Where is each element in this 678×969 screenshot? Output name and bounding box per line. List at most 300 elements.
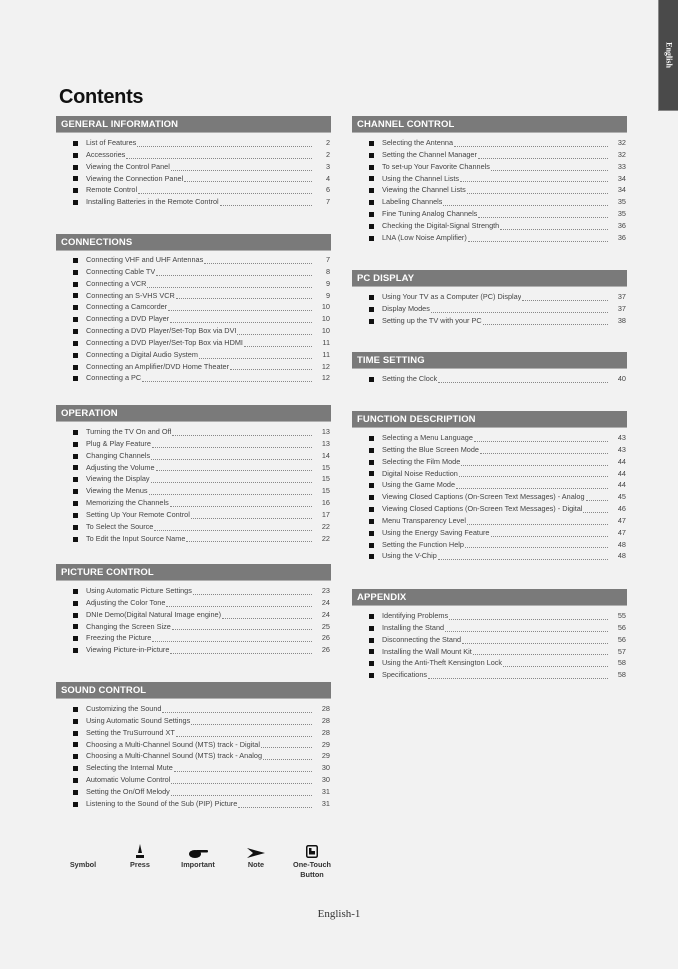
toc-list xyxy=(56,255,331,385)
square-bullet-icon xyxy=(73,365,78,370)
dot-leader xyxy=(166,606,312,607)
toc-entry[interactable] xyxy=(352,658,627,670)
square-bullet-icon xyxy=(73,282,78,287)
toc-entry-page: 15 xyxy=(321,486,330,496)
square-bullet-icon xyxy=(73,648,78,653)
square-bullet-icon xyxy=(73,176,78,181)
toc-entry[interactable] xyxy=(56,314,331,326)
section-connections xyxy=(56,234,331,385)
toc-entry-page: 15 xyxy=(321,474,330,484)
toc-entry-label: To set-up Your Favorite Channels xyxy=(382,161,490,171)
toc-entry-page: 2 xyxy=(325,149,330,159)
square-bullet-icon xyxy=(73,477,78,482)
dot-leader xyxy=(199,358,312,359)
toc-list xyxy=(56,138,331,209)
toc-entry[interactable] xyxy=(352,197,627,209)
section-function-description xyxy=(352,411,627,563)
toc-entry[interactable] xyxy=(352,457,627,469)
symbol-legend xyxy=(55,842,355,882)
dot-leader xyxy=(168,310,312,311)
one-touch-button-icon xyxy=(287,842,337,858)
toc-entry-page: 40 xyxy=(617,374,626,383)
toc-entry-page: 35 xyxy=(617,209,626,219)
toc-entry-label: Using the Energy Saving Feature xyxy=(382,527,490,537)
toc-entry-label: Checking the Digital-Signal Strength xyxy=(382,220,500,230)
toc-entry-page: 12 xyxy=(321,361,330,371)
dot-leader xyxy=(483,324,608,325)
toc-entry[interactable] xyxy=(352,316,627,328)
toc-entry-page: 10 xyxy=(321,314,330,324)
square-bullet-icon xyxy=(369,649,374,654)
section-header: FUNCTION DESCRIPTION xyxy=(352,411,627,428)
toc-entry-label: Setting the Clock xyxy=(382,374,438,383)
toc-entry[interactable] xyxy=(352,185,627,197)
toc-list xyxy=(56,427,331,545)
toc-entry-page: 7 xyxy=(325,255,330,264)
toc-entry-page: 29 xyxy=(321,739,330,749)
section-sound-control xyxy=(56,682,331,811)
toc-entry[interactable] xyxy=(352,374,627,386)
toc-entry-label: Adjusting the Color Tone xyxy=(86,597,166,607)
toc-entry-label: Digital Noise Reduction xyxy=(382,468,458,478)
toc-entry-page: 43 xyxy=(617,433,626,442)
toc-entry-label: Connecting a DVD Player/Set-Top Box via DVI xyxy=(86,326,237,336)
toc-entry[interactable] xyxy=(56,522,331,534)
square-bullet-icon xyxy=(369,307,374,312)
square-bullet-icon xyxy=(369,377,374,382)
dot-leader xyxy=(468,241,608,242)
toc-list xyxy=(352,611,627,682)
toc-entry-label: Using Automatic Picture Settings xyxy=(86,586,192,595)
square-bullet-icon xyxy=(369,626,374,631)
toc-entry-page: 11 xyxy=(322,349,330,359)
dot-leader xyxy=(462,643,608,644)
toc-entry[interactable] xyxy=(56,610,331,622)
toc-entry[interactable] xyxy=(352,162,627,174)
dot-leader xyxy=(478,217,608,218)
dot-leader xyxy=(480,453,608,454)
toc-entry-page: 34 xyxy=(617,173,626,183)
square-bullet-icon xyxy=(73,613,78,618)
toc-entry-label: Setting up the TV with your PC xyxy=(382,315,482,325)
toc-entry-label: Labeling Channels xyxy=(382,197,443,207)
dot-leader xyxy=(586,500,608,501)
toc-entry[interactable] xyxy=(56,138,331,150)
dot-leader xyxy=(156,275,312,276)
toc-entry[interactable] xyxy=(56,302,331,314)
toc-entry[interactable] xyxy=(56,326,331,338)
toc-entry-page: 7 xyxy=(325,197,330,207)
toc-entry[interactable] xyxy=(56,728,331,740)
legend-label: One-Touch xyxy=(293,860,331,869)
toc-entry-page: 17 xyxy=(321,509,330,519)
toc-entry[interactable] xyxy=(56,775,331,787)
dot-leader xyxy=(126,158,312,159)
toc-entry-page: 25 xyxy=(321,621,330,631)
square-bullet-icon xyxy=(369,543,374,548)
dot-leader xyxy=(222,618,312,619)
toc-entry-page: 3 xyxy=(325,161,330,171)
toc-entry-label: Selecting the Internal Mute xyxy=(86,763,173,773)
dot-leader xyxy=(474,441,608,442)
dot-leader xyxy=(149,494,312,495)
toc-entry[interactable] xyxy=(352,623,627,635)
toc-entry[interactable] xyxy=(56,586,331,598)
dot-leader xyxy=(244,346,312,347)
toc-entry[interactable] xyxy=(352,480,627,492)
toc-entry[interactable] xyxy=(56,740,331,752)
dot-leader xyxy=(174,771,312,772)
square-bullet-icon xyxy=(73,501,78,506)
dot-leader xyxy=(443,205,608,206)
toc-entry[interactable] xyxy=(56,486,331,498)
toc-entry[interactable] xyxy=(56,451,331,463)
square-bullet-icon xyxy=(73,489,78,494)
dot-leader xyxy=(170,322,312,323)
toc-entry-page: 58 xyxy=(617,658,626,668)
dot-leader xyxy=(503,666,608,667)
toc-entry[interactable] xyxy=(352,233,627,245)
toc-entry-label: Setting the Channel Manager xyxy=(382,149,477,159)
toc-entry[interactable] xyxy=(56,427,331,439)
dot-leader xyxy=(151,459,312,460)
toc-entry-label: Using the V-Chip xyxy=(382,551,437,561)
toc-entry-label: Choosing a Multi-Channel Sound (MTS) track - Analog xyxy=(86,751,263,761)
section-header: TIME SETTING xyxy=(352,352,627,369)
square-bullet-icon xyxy=(73,200,78,205)
toc-entry[interactable] xyxy=(56,174,331,186)
toc-entry-label: Specifications xyxy=(382,670,428,680)
dot-leader xyxy=(142,381,312,382)
toc-entry-page: 48 xyxy=(617,539,626,549)
toc-entry-label: Using Your TV as a Computer (PC) Display xyxy=(382,292,522,301)
section-pc-display xyxy=(352,270,627,328)
toc-entry-page: 13 xyxy=(321,427,330,436)
toc-entry-page: 45 xyxy=(617,492,626,502)
toc-entry-label: Installing Batteries in the Remote Control xyxy=(86,197,219,207)
toc-entry[interactable] xyxy=(56,474,331,486)
toc-entry[interactable] xyxy=(56,716,331,728)
square-bullet-icon xyxy=(73,802,78,807)
toc-entry[interactable] xyxy=(352,635,627,647)
dot-leader xyxy=(151,482,312,483)
toc-entry[interactable] xyxy=(56,267,331,279)
toc-entry-label: Identifying Problems xyxy=(382,611,449,620)
toc-entry-label: Turning the TV On and Off xyxy=(86,427,172,436)
toc-entry-label: Setting the On/Off Melody xyxy=(86,786,170,796)
toc-entry-page: 8 xyxy=(325,266,330,276)
toc-entry-page: 14 xyxy=(321,450,330,460)
toc-entry-label: Selecting the Antenna xyxy=(382,138,453,147)
square-bullet-icon xyxy=(73,513,78,518)
toc-entry[interactable] xyxy=(352,292,627,304)
toc-entry-label: Connecting a DVD Player xyxy=(86,314,170,324)
square-bullet-icon xyxy=(369,519,374,524)
dot-leader xyxy=(191,724,312,725)
toc-entry-label: Memorizing the Channels xyxy=(86,498,169,508)
toc-entry[interactable] xyxy=(56,185,331,197)
toc-entry-page: 55 xyxy=(617,611,626,620)
dot-leader xyxy=(459,476,608,477)
toc-entry-page: 35 xyxy=(617,197,626,207)
square-bullet-icon xyxy=(73,465,78,470)
square-bullet-icon xyxy=(369,212,374,217)
toc-entry[interactable] xyxy=(56,291,331,303)
side-tab-label: English xyxy=(664,42,673,68)
section-time-setting xyxy=(352,352,627,386)
square-bullet-icon xyxy=(369,507,374,512)
toc-entry-label: Viewing Closed Captions (On-Screen Text Messages) - Analog xyxy=(382,492,585,502)
toc-entry[interactable] xyxy=(352,551,627,563)
square-bullet-icon xyxy=(73,341,78,346)
square-bullet-icon xyxy=(369,295,374,300)
toc-entry-label: LNA (Low Noise Amplifier) xyxy=(382,232,467,242)
language-side-tab xyxy=(658,0,678,111)
page-footer: English-1 xyxy=(317,908,361,920)
toc-entry-page: 4 xyxy=(325,173,330,183)
toc-entry-label: Setting the TruSurround XT xyxy=(86,727,175,737)
dot-leader xyxy=(454,146,608,147)
toc-entry-label: Customizing the Sound xyxy=(86,704,162,713)
toc-entry-page: 26 xyxy=(321,645,330,655)
dot-leader xyxy=(152,447,312,448)
toc-entry-label: Setting the Blue Screen Mode xyxy=(382,444,479,454)
toc-entry-label: Viewing Closed Captions (On-Screen Text Messages) - Digital xyxy=(382,504,583,514)
dot-leader xyxy=(473,654,608,655)
square-bullet-icon xyxy=(73,719,78,724)
toc-entry[interactable] xyxy=(56,197,331,209)
dot-leader xyxy=(428,678,608,679)
square-bullet-icon xyxy=(73,454,78,459)
toc-entry-label: To Select the Source xyxy=(86,521,154,531)
toc-entry-page: 31 xyxy=(321,798,330,808)
dot-leader xyxy=(176,298,312,299)
toc-entry-label: Listening to the Sound of the Sub (PIP) Picture xyxy=(86,798,238,808)
toc-entry[interactable] xyxy=(352,528,627,540)
dot-leader xyxy=(460,181,608,182)
dot-leader xyxy=(263,759,312,760)
note-arrow-icon xyxy=(241,842,271,858)
toc-entry[interactable] xyxy=(352,647,627,659)
toc-entry-label: Plug & Play Feature xyxy=(86,438,151,448)
section-header: CONNECTIONS xyxy=(56,234,331,251)
legend-press xyxy=(125,842,155,870)
dot-leader xyxy=(491,536,609,537)
square-bullet-icon xyxy=(73,589,78,594)
toc-list xyxy=(352,138,627,245)
dot-leader xyxy=(438,559,608,560)
toc-entry-label: Accessories xyxy=(86,149,126,159)
toc-entry-label: Disconnecting the Stand xyxy=(382,634,462,644)
toc-entry[interactable] xyxy=(56,463,331,475)
legend-important xyxy=(175,842,221,870)
toc-entry-label: Installing the Wall Mount Kit xyxy=(382,646,472,656)
toc-entry-label: Viewing the Control Panel xyxy=(86,161,170,171)
toc-entry-page: 33 xyxy=(617,161,626,171)
toc-entry-label: Connecting a Digital Audio System xyxy=(86,349,198,359)
toc-entry-label: DNIe Demo(Digital Natural Image engine) xyxy=(86,609,222,619)
toc-entry-page: 10 xyxy=(321,326,330,336)
toc-entry[interactable] xyxy=(352,516,627,528)
toc-entry-page: 28 xyxy=(321,715,330,725)
toc-entry-label: Using Automatic Sound Settings xyxy=(86,715,191,725)
dot-leader xyxy=(138,193,312,194)
toc-entry[interactable] xyxy=(56,534,331,546)
toc-entry[interactable] xyxy=(352,433,627,445)
square-bullet-icon xyxy=(73,731,78,736)
square-bullet-icon xyxy=(369,188,374,193)
dot-leader xyxy=(220,205,312,206)
square-bullet-icon xyxy=(369,614,374,619)
toc-entry[interactable] xyxy=(56,338,331,350)
toc-entry-page: 23 xyxy=(321,586,330,595)
toc-entry[interactable] xyxy=(352,174,627,186)
toc-entry[interactable] xyxy=(56,510,331,522)
toc-entry[interactable] xyxy=(352,209,627,221)
square-bullet-icon xyxy=(369,165,374,170)
toc-entry[interactable] xyxy=(56,598,331,610)
toc-entry[interactable] xyxy=(56,150,331,162)
toc-entry[interactable] xyxy=(56,633,331,645)
toc-entry-label: Installing the Stand xyxy=(382,622,445,632)
toc-entry[interactable] xyxy=(352,504,627,516)
toc-entry-page: 9 xyxy=(325,278,330,288)
toc-entry[interactable] xyxy=(352,304,627,316)
toc-entry[interactable] xyxy=(56,162,331,174)
toc-entry-page: 32 xyxy=(617,149,626,159)
square-bullet-icon xyxy=(73,317,78,322)
toc-entry[interactable] xyxy=(352,221,627,233)
toc-entry-label: Adjusting the Volume xyxy=(86,462,155,472)
square-bullet-icon xyxy=(73,442,78,447)
toc-entry-page: 24 xyxy=(321,609,330,619)
toc-entry-page: 30 xyxy=(321,775,330,785)
dot-leader xyxy=(162,712,312,713)
square-bullet-icon xyxy=(73,430,78,435)
square-bullet-icon xyxy=(73,153,78,158)
square-bullet-icon xyxy=(73,525,78,530)
toc-entry-page: 11 xyxy=(322,337,330,347)
square-bullet-icon xyxy=(73,537,78,542)
square-bullet-icon xyxy=(73,293,78,298)
toc-entry-page: 16 xyxy=(321,498,330,508)
toc-entry-page: 15 xyxy=(321,462,330,472)
dot-leader xyxy=(431,312,608,313)
toc-entry-page: 31 xyxy=(321,786,330,796)
section-header: SOUND CONTROL xyxy=(56,682,331,699)
section-appendix xyxy=(352,589,627,682)
toc-entry-label: Connecting a VCR xyxy=(86,278,147,288)
toc-entry[interactable] xyxy=(56,763,331,775)
section-general-information xyxy=(56,116,331,209)
section-header: APPENDIX xyxy=(352,589,627,606)
toc-entry[interactable] xyxy=(56,787,331,799)
toc-entry-page: 43 xyxy=(617,444,626,454)
toc-entry[interactable] xyxy=(56,799,331,811)
dot-leader xyxy=(171,170,312,171)
toc-entry[interactable] xyxy=(56,279,331,291)
square-bullet-icon xyxy=(73,754,78,759)
toc-entry-page: 47 xyxy=(617,515,626,525)
square-bullet-icon xyxy=(369,153,374,158)
toc-entry-page: 10 xyxy=(321,302,330,312)
square-bullet-icon xyxy=(73,141,78,146)
toc-entry-page: 22 xyxy=(321,521,330,531)
toc-entry[interactable] xyxy=(352,611,627,623)
toc-entry-page: 38 xyxy=(617,315,626,325)
toc-entry[interactable] xyxy=(56,362,331,374)
toc-entry[interactable] xyxy=(352,150,627,162)
toc-entry[interactable] xyxy=(56,350,331,362)
toc-entry-page: 13 xyxy=(321,438,330,448)
toc-entry[interactable] xyxy=(352,492,627,504)
toc-entry[interactable] xyxy=(56,498,331,510)
dot-leader xyxy=(147,287,312,288)
toc-entry-page: 2 xyxy=(325,138,330,147)
toc-entry[interactable] xyxy=(56,751,331,763)
square-bullet-icon xyxy=(369,448,374,453)
toc-entry[interactable] xyxy=(352,540,627,552)
square-bullet-icon xyxy=(73,258,78,263)
dot-leader xyxy=(456,488,608,489)
square-bullet-icon xyxy=(73,601,78,606)
dot-leader xyxy=(467,193,608,194)
toc-entry[interactable] xyxy=(56,622,331,634)
legend-label-line2: Button xyxy=(300,870,324,879)
toc-entry-page: 46 xyxy=(617,504,626,514)
toc-entry-page: 44 xyxy=(617,456,626,466)
dot-leader xyxy=(184,181,312,182)
section-header: GENERAL INFORMATION xyxy=(56,116,331,133)
toc-entry-label: Choosing a Multi-Channel Sound (MTS) track - Digital xyxy=(86,739,260,749)
toc-entry[interactable] xyxy=(352,469,627,481)
square-bullet-icon xyxy=(73,188,78,193)
legend-one-touch-button xyxy=(287,842,337,880)
toc-entry-label: Selecting the Film Mode xyxy=(382,456,461,466)
toc-entry[interactable] xyxy=(352,670,627,682)
section-header: PICTURE CONTROL xyxy=(56,564,331,581)
toc-entry-page: 56 xyxy=(617,634,626,644)
toc-entry[interactable] xyxy=(56,373,331,385)
legend-label: Note xyxy=(247,860,265,869)
toc-entry-label: Display Modes xyxy=(382,303,430,313)
toc-entry[interactable] xyxy=(56,255,331,267)
toc-entry[interactable] xyxy=(56,645,331,657)
toc-entry-page: 48 xyxy=(617,551,626,561)
dot-leader xyxy=(461,465,608,466)
toc-entry-label: Connecting a DVD Player/Set-Top Box via HDMI xyxy=(86,337,243,347)
dot-leader xyxy=(204,263,312,264)
toc-entry[interactable] xyxy=(56,439,331,451)
square-bullet-icon xyxy=(73,376,78,381)
toc-entry-label: Viewing the Menus xyxy=(86,486,148,496)
toc-entry-page: 34 xyxy=(617,185,626,195)
toc-entry[interactable] xyxy=(56,704,331,716)
toc-entry-label: Using the Game Mode xyxy=(382,480,456,490)
toc-entry-label: Using the Anti-Theft Kensington Lock xyxy=(382,658,503,668)
toc-entry-label: Changing the Screen Size xyxy=(86,621,171,631)
toc-entry[interactable] xyxy=(352,138,627,150)
toc-entry-page: 9 xyxy=(325,290,330,300)
legend-label: Press xyxy=(130,860,150,869)
toc-entry-label: Menu Transparency Level xyxy=(382,515,466,525)
toc-entry-label: Connecting a Camcorder xyxy=(86,302,168,312)
square-bullet-icon xyxy=(73,329,78,334)
square-bullet-icon xyxy=(73,624,78,629)
dot-leader xyxy=(230,369,312,370)
dot-leader xyxy=(171,783,312,784)
toc-entry[interactable] xyxy=(352,445,627,457)
